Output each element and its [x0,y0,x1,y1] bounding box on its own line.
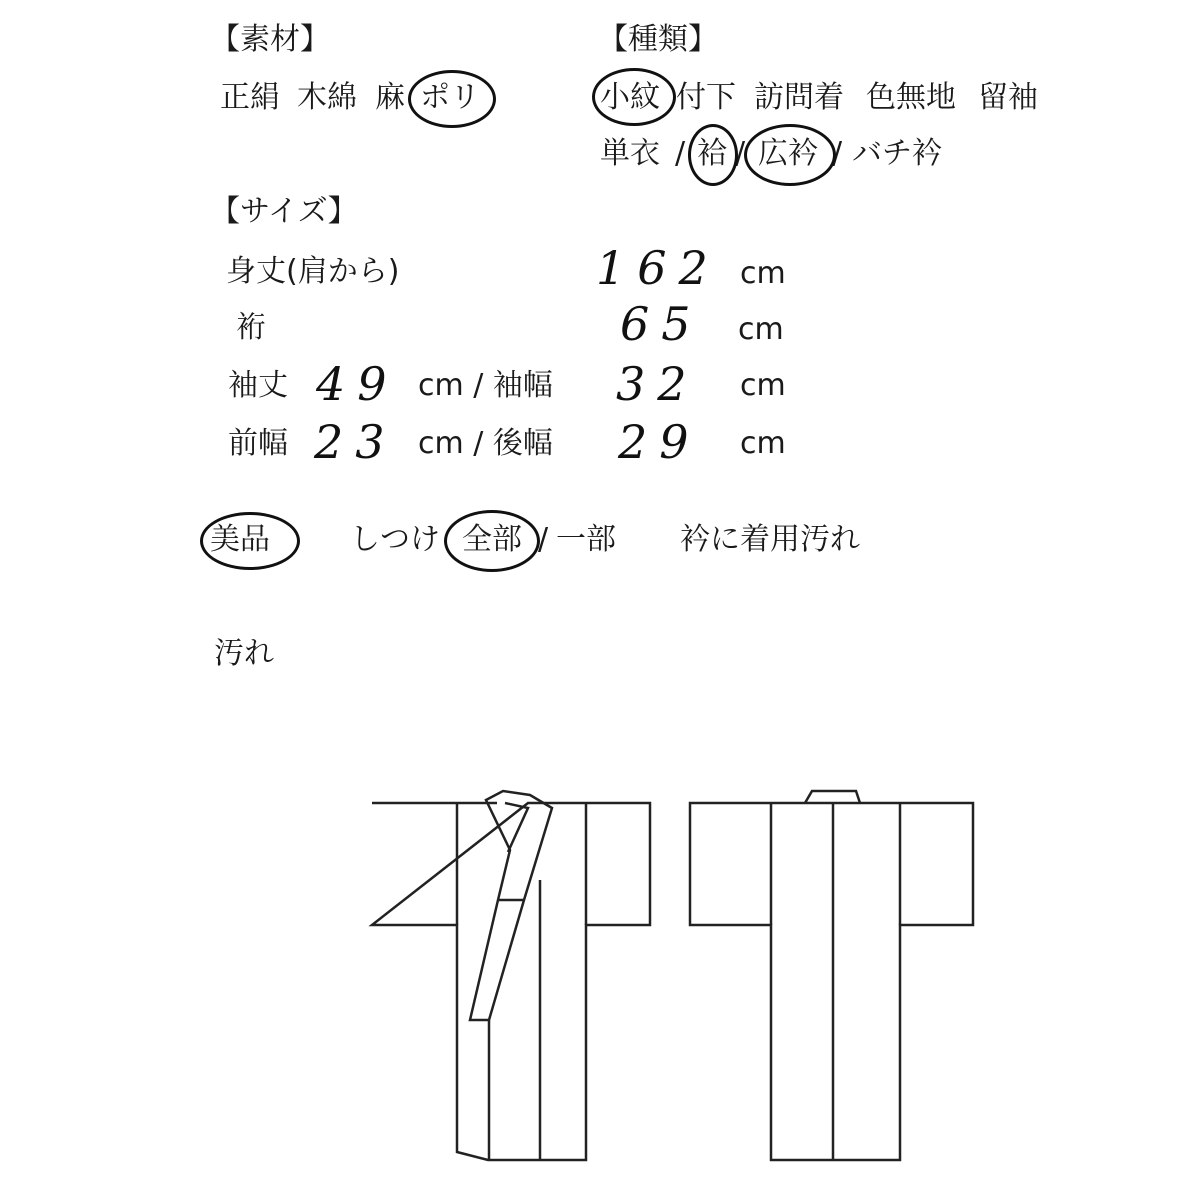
type-hitoe: 単衣 [600,136,660,171]
mitake-unit: cm [740,256,786,291]
shitsuke-all: 全部 [462,522,522,557]
type-houmongi: 訪問着 [754,80,844,115]
material-option-poly: ポリ [420,80,480,115]
type-bachieri: バチ衿 [852,136,942,171]
mitake-label: 身丈(肩から) [226,254,400,289]
sodehaba-unit: cm [740,368,786,403]
size-heading: 【サイズ】 [210,194,358,229]
yuki-label: 裄 [236,310,266,345]
material-heading: 【素材】 [210,22,330,57]
mitake-value: 162 [596,241,720,295]
kimono-front-diagram [372,791,650,1160]
material-option-linen: 麻 [375,80,405,115]
type-hiroeri: 広衿 [758,136,818,171]
collar-note: 衿に着用汚れ [680,522,860,557]
type-sep-2: / [735,136,746,171]
kimono-back-diagram [690,791,973,1160]
maehaba-value: 23 [314,415,397,469]
type-heading: 【種類】 [598,22,718,57]
material-option-silk: 正絹 [220,80,280,115]
ushirohaba-label: cm / 後幅 [418,426,553,461]
ushirohaba-value: 29 [618,415,701,469]
stain-label: 汚れ [214,636,274,671]
yuki-unit: cm [738,312,784,347]
sodehaba-value: 32 [616,357,699,411]
type-sep-1: / [675,136,686,171]
type-iromuji: 色無地 [866,80,956,115]
type-tsukesage: 付下 [676,80,736,115]
type-awase: 袷 [697,136,727,171]
shitsuke-sep: / [538,522,549,557]
sodehaba-label: cm / 袖幅 [418,368,553,403]
condition-good: 美品 [210,522,270,557]
shitsuke-part: 一部 [556,522,616,557]
type-komon: 小紋 [600,80,660,115]
shitsuke-label: しつけ [350,522,440,557]
type-tomesode: 留袖 [978,80,1038,115]
sodetake-value: 49 [316,357,399,411]
yuki-value: 65 [620,297,703,351]
maehaba-label: 前幅 [228,426,288,461]
sodetake-label: 袖丈 [228,368,288,403]
material-option-cotton: 木綿 [297,80,357,115]
ushirohaba-unit: cm [740,426,786,461]
type-sep-3: / [832,136,843,171]
